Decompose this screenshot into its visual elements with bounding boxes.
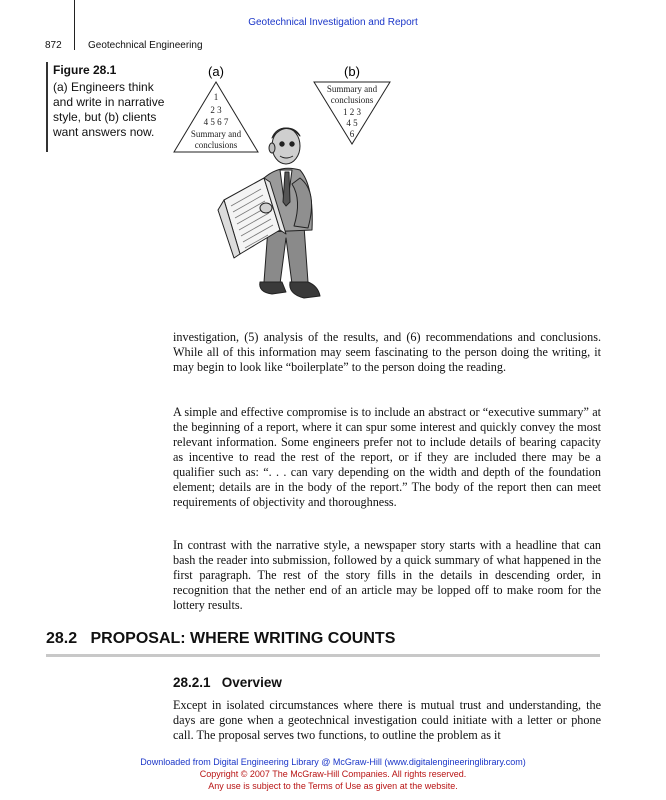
footer-copyright: Copyright © 2007 The McGraw-Hill Companies. All rights reserved. xyxy=(199,769,467,779)
running-header: Geotechnical Investigation and Report xyxy=(248,17,418,28)
page-footer xyxy=(0,756,666,792)
panel-b-summary-line1: Summary and xyxy=(326,84,378,94)
figure-label: Figure 28.1 xyxy=(53,63,117,77)
caption-bar xyxy=(46,62,48,152)
section-rule xyxy=(46,654,600,657)
figure-caption: (a) Engineers think and write in narrative style, but (b) clients want answers now. xyxy=(53,80,165,139)
panel-b-summary-line2: conclusions xyxy=(330,95,374,105)
header-vertical-rule xyxy=(74,0,75,50)
body-paragraph-1: investigation, (5) analysis of the results, and (6) recommendations and conclusions. While all of this information may seem fascinating to the person doing the writing, it may begin to look like “boilerplate” to the person doing the reading. xyxy=(173,330,601,374)
body-paragraph-4: Except in isolated circumstances where there is mutual trust and understanding, the days are gone when a geotechnical investigation could initiate with a letter or phone call. The proposal serves two functions, to outline the problem as it xyxy=(173,698,601,742)
page-number: 872 xyxy=(45,40,62,51)
section-heading: 28.2 PROPOSAL: WHERE WRITING COUNTS xyxy=(46,630,396,647)
figure-illustration xyxy=(168,60,448,310)
panel-a-summary-line2: conclusions xyxy=(194,140,238,150)
panel-a-row-1: 1 xyxy=(213,92,219,102)
panel-a-label: (a) xyxy=(208,64,224,79)
book-title: Geotechnical Engineering xyxy=(88,40,203,51)
panel-b-row-1: 1 2 3 xyxy=(343,107,361,117)
panel-b-row-2: 4 5 xyxy=(346,118,358,128)
subsection-heading: 28.2.1 Overview xyxy=(173,675,282,690)
panel-b-label: (b) xyxy=(344,64,360,79)
body-paragraph-2: A simple and effective compromise is to include an abstract or “executive summary” at the beginning of a report, where it can spur some interest and quickly convey the most relevant information. Some engineers prefer not to include details of bearing capacity as incentive to read the rest of the report, or if they are included there may be a qualifier such as: “. . . can vary depending on the width and depth of the foundation element; details are in the body of the report.” The body of the report then can meet requirements of objectivity and thoroughness. xyxy=(173,405,601,509)
man-reading-newspaper-illustration xyxy=(218,128,320,298)
body-paragraph-3: In contrast with the narrative style, a newspaper story starts with a headline that can bash the reader into submission, followed by a quick summary of what happened in the first paragraph. The rest of the story fills in the details in descending order, in recognition that the nether end of an article may be lopped off to make room for the lottery results. xyxy=(173,538,601,612)
panel-a-row-2: 2 3 xyxy=(210,105,222,115)
panel-a-summary-line1: Summary and xyxy=(190,129,242,139)
panel-b-row-3: 6 xyxy=(349,129,355,139)
footer-download-link[interactable]: Downloaded from Digital Engineering Library @ McGraw-Hill (www.digitalengineeringlibrary.com) xyxy=(140,757,526,767)
footer-terms-link[interactable]: Any use is subject to the Terms of Use as given at the website. xyxy=(208,781,458,791)
panel-a-row-3: 4 5 6 7 xyxy=(203,117,229,127)
